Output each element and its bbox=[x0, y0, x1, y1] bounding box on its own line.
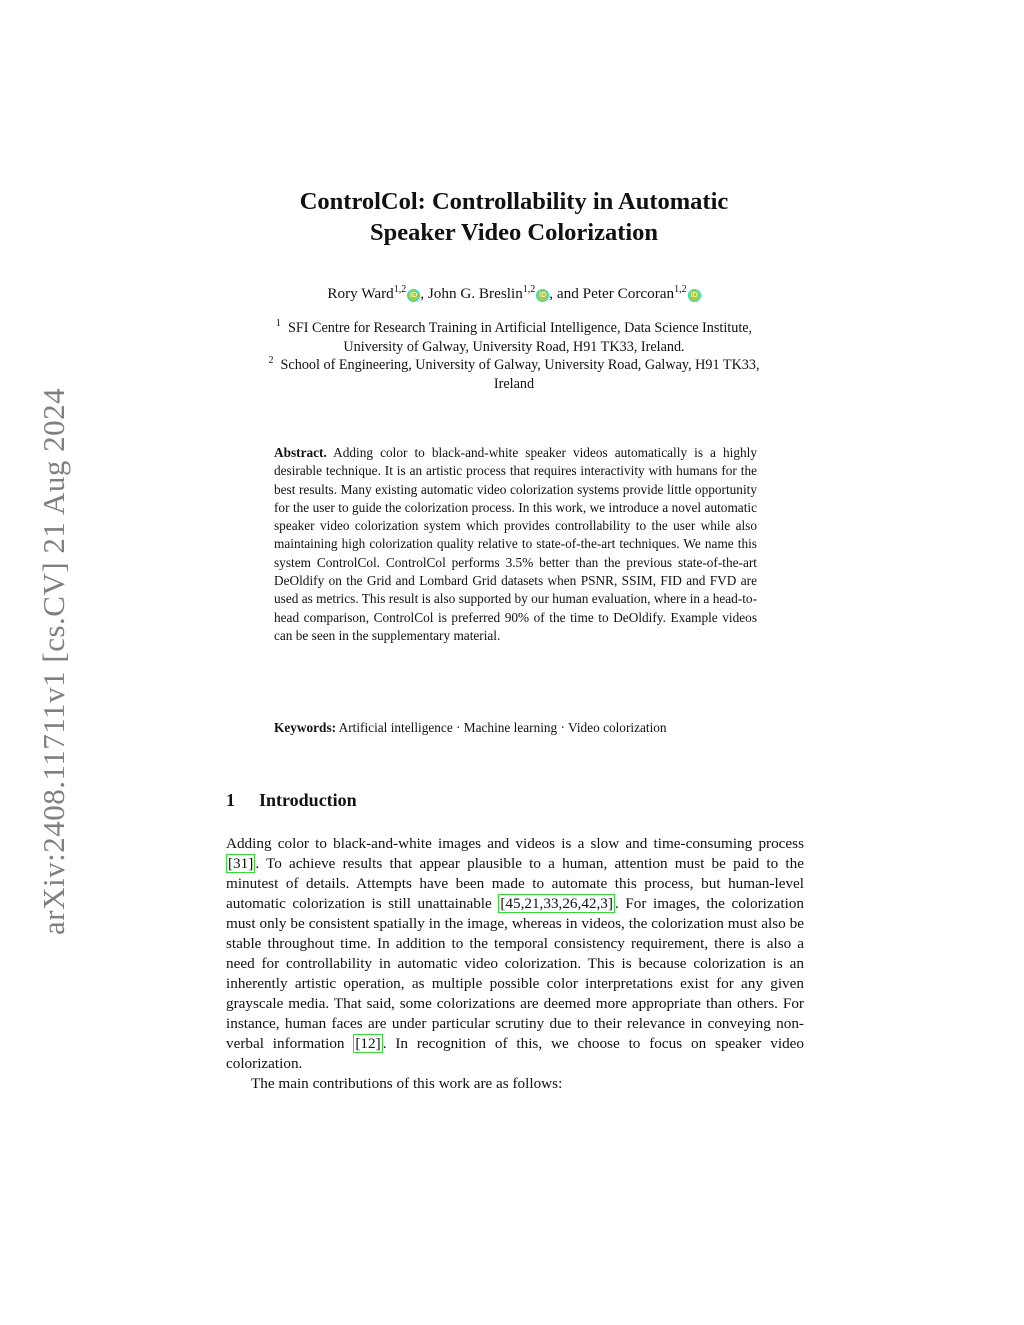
author-name: Peter Corcoran bbox=[582, 285, 675, 302]
paragraph-text: Adding color to black-and-white images and videos is a slow and time-consuming process bbox=[226, 835, 804, 852]
paper-title bbox=[224, 186, 804, 248]
keywords-label: Keywords: bbox=[274, 720, 337, 735]
author-name: John G. Breslin bbox=[427, 285, 523, 302]
author-affil-sup: 1,2 bbox=[393, 284, 407, 295]
paragraph bbox=[226, 834, 804, 1074]
citation-link[interactable]: [45,21,33,26,42,3] bbox=[500, 895, 613, 912]
abstract bbox=[274, 444, 757, 645]
orcid-icon[interactable]: iD bbox=[688, 289, 701, 302]
paragraph-text: . To achieve results that appear plausible to a human, attention must be paid to the minutest of details. Attempts have been made to automate this process, but human-level automatic colorization is still unattainable bbox=[226, 855, 804, 912]
affiliation-line: SFI Centre for Research Training in Artificial Intelligence, Data Science Institute, bbox=[287, 320, 753, 336]
paragraph-text: . For images, the colorization must only be consistent spatially in the image, whereas in videos, the colorization must also be stable throughout time. In addition to the temporal consistency requirement, there is also a need for controllability in automatic video colorization. This is because colorization is an inherently artistic operation, as multiple possible color interpretations exist for any given grayscale media. That said, some colorizations are deemed more appropriate than others. For instance, human faces are under particular scrutiny due to their relevance in conveying non-verbal information bbox=[226, 895, 804, 1052]
author-affil-sup: 1,2 bbox=[522, 284, 536, 295]
affiliation-number: 2 bbox=[268, 355, 274, 366]
section-title: Introduction bbox=[259, 790, 357, 810]
title-line-2: Speaker Video Colorization bbox=[369, 219, 659, 246]
keywords bbox=[274, 719, 757, 737]
author-separator: , bbox=[420, 285, 428, 302]
introduction-body bbox=[226, 834, 804, 1094]
citation-link[interactable]: [31] bbox=[228, 855, 254, 872]
author-name: Rory Ward bbox=[327, 285, 394, 302]
title-line-1: ControlCol: Controllability in Automatic bbox=[299, 188, 729, 215]
paragraph-text: . In recognition of this, we choose to focus on speaker video colorization. bbox=[226, 1035, 805, 1072]
affiliation-line: Ireland bbox=[493, 375, 535, 392]
author-list bbox=[224, 284, 804, 304]
author-affil-sup: 1,2 bbox=[674, 284, 687, 295]
keywords-text: Artificial intelligence · Machine learning · Video colorization bbox=[338, 720, 667, 735]
affiliation-line: University of Galway, University Road, H91 TK33, Ireland. bbox=[343, 338, 685, 355]
abstract-text: Adding color to black-and-white speaker videos automatically is a highly desirable technique. It is an artistic process that requires interactivity with humans for the best results. Many existing automatic video colorization systems provide little opportunity for the user to guide the colorization process. In this work, we introduce a novel automatic speaker video colorization system which provides controllability to the user while also maintaining high colorization quality relative to state-of-the-art techniques. We name this system ControlCol. ControlCol performs 3.5% better than the previous state-of-the-art DeOldify on the Grid and Lombard Grid datasets when PSNR, SSIM, FID and FVD are used as metrics. This result is also supported by our human evaluation, where in a head-to-head comparison, ControlCol is preferred 90% of the time to DeOldify. Example videos can be seen in the supplementary material. bbox=[274, 445, 757, 643]
affiliation-line: School of Engineering, University of Galway, University Road, Galway, H91 TK33, bbox=[280, 357, 760, 373]
section-number: 1 bbox=[226, 790, 235, 810]
affiliation-1 bbox=[224, 319, 804, 356]
orcid-icon[interactable]: iD bbox=[407, 289, 420, 302]
affiliation-2 bbox=[224, 356, 804, 393]
arxiv-identifier[interactable]: arXiv:2408.11711v1 [cs.CV] 21 Aug 2024 bbox=[36, 387, 71, 935]
citation-link[interactable]: [12] bbox=[355, 1035, 381, 1052]
orcid-icon[interactable]: iD bbox=[536, 289, 549, 302]
abstract-label: Abstract. bbox=[274, 445, 327, 460]
section-heading bbox=[226, 790, 357, 811]
paragraph: The main contributions of this work are as follows: bbox=[251, 1075, 563, 1092]
author-separator: , and bbox=[549, 285, 583, 302]
affiliation-number: 1 bbox=[275, 318, 281, 329]
